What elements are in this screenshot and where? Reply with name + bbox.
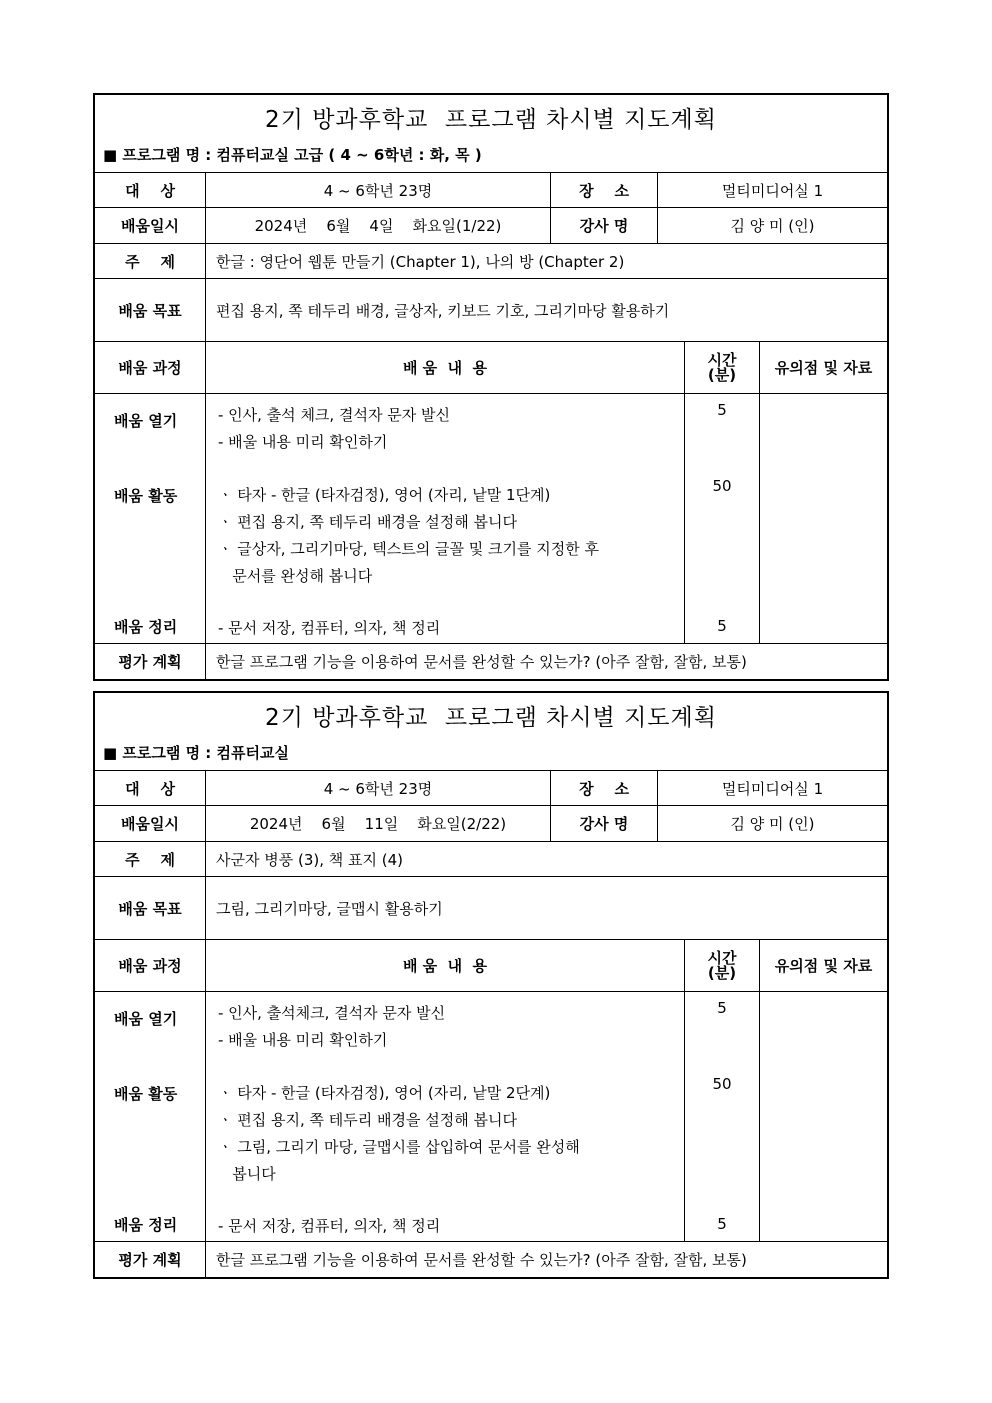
place-value: 멀티미디어실 1: [721, 181, 824, 200]
topic-row: [95, 842, 887, 877]
process-header: 배움 과정: [95, 940, 206, 991]
topic-value: 한글 : 영단어 웹툰 만들기 (Chapter 1), 나의 방 (Chapter 2): [216, 252, 625, 271]
open-line: - 배울 내용 미리 확인하기: [218, 433, 388, 451]
eval-row: [95, 644, 887, 679]
close-line: - 문서 저장, 컴퓨터, 의자, 책 정리: [218, 619, 441, 637]
plan-header: [95, 693, 887, 771]
date-value: 2024년 6월 4일 화요일(1/22): [206, 208, 551, 243]
plan-title: 2기 방과후학교 프로그램 차시별 지도계획: [265, 107, 717, 133]
target-value: 4 ~ 6학년 23명: [206, 173, 551, 207]
time-header-cell: [685, 342, 760, 393]
time-activity: 50: [712, 477, 732, 495]
topic-row: [95, 244, 887, 279]
target-value: 4 ~ 6학년 23명: [206, 771, 551, 805]
time-open: 5: [717, 999, 727, 1017]
stage-column: [95, 992, 206, 1241]
target-row: [95, 771, 887, 806]
activity-line: 문서를 완성해 봅니다: [218, 567, 373, 585]
activity-line: ㆍ 편집 용지, 쪽 테두리 배경을 설정해 봅니다: [218, 1111, 517, 1129]
eval-label: 평가 계획: [95, 644, 206, 679]
goal-label: 배움 목표: [95, 279, 206, 341]
notes-header: 유의점 및 자료: [774, 359, 873, 377]
content-header: 배 움 내 용: [206, 940, 685, 991]
goal-value: 그림, 그리기마당, 글맵시 활용하기: [216, 899, 443, 918]
time-header: 시간 (분): [707, 350, 737, 384]
open-line: - 인사, 출석체크, 결석자 문자 발신: [218, 1004, 446, 1022]
program-name: ■ 프로그램 명 : 컴퓨터교실 고급 ( 4 ~ 6학년 : 화, 목 ): [103, 146, 482, 164]
lesson-plan-2: [93, 691, 889, 1279]
teacher-value: 김 양 미 (인): [730, 815, 815, 833]
content-column: [206, 394, 685, 643]
goal-row: [95, 279, 887, 342]
plan-title: 2기 방과후학교 프로그램 차시별 지도계획: [265, 705, 717, 731]
eval-value: 한글 프로그램 기능을 이용하여 문서를 완성할 수 있는가? (아주 잘함, 잘함, 보통): [216, 1251, 747, 1269]
date-label: 배움일시: [95, 806, 206, 841]
stage-activity: 배움 활동: [114, 487, 178, 505]
goal-value: 편집 용지, 쪽 테두리 배경, 글상자, 키보드 기호, 그리기마당 활용하기: [216, 301, 670, 320]
process-body-row: [95, 992, 887, 1242]
process-header: 배움 과정: [95, 342, 206, 393]
content-column: [206, 992, 685, 1241]
activity-line: ㆍ 타자 - 한글 (타자검정), 영어 (자리, 낱말 2단계): [218, 1084, 551, 1102]
stage-close: 배움 정리: [114, 1216, 178, 1234]
time-header-cell: [685, 940, 760, 991]
teacher-value: 김 양 미 (인): [730, 217, 815, 235]
activity-line: ㆍ 그림, 그리기 마당, 글맵시를 삽입하여 문서를 완성해: [218, 1138, 580, 1156]
stage-open: 배움 열기: [114, 412, 178, 430]
eval-value: 한글 프로그램 기능을 이용하여 문서를 완성할 수 있는가? (아주 잘함, 잘함, 보통): [216, 653, 747, 671]
activity-line: 봅니다: [218, 1165, 276, 1183]
place-value: 멀티미디어실 1: [721, 779, 824, 798]
goal-row: [95, 877, 887, 940]
open-line: - 배울 내용 미리 확인하기: [218, 1031, 388, 1049]
topic-label: 주 제: [95, 244, 206, 278]
time-column: [685, 394, 760, 643]
topic-value: 사군자 병풍 (3), 책 표지 (4): [216, 850, 404, 869]
process-header-row: [95, 342, 887, 394]
topic-label: 주 제: [95, 842, 206, 876]
goal-label: 배움 목표: [95, 877, 206, 939]
activity-line: ㆍ 타자 - 한글 (타자검정), 영어 (자리, 낱말 1단계): [218, 486, 551, 504]
place-label: 장 소: [551, 173, 658, 207]
time-column: [685, 992, 760, 1241]
target-row: [95, 173, 887, 208]
notes-header: 유의점 및 자료: [774, 957, 873, 975]
process-body-row: [95, 394, 887, 644]
place-label: 장 소: [551, 771, 658, 805]
teacher-label: 강사 명: [551, 806, 658, 841]
stage-activity: 배움 활동: [114, 1085, 178, 1103]
date-row: [95, 208, 887, 244]
stage-close: 배움 정리: [114, 618, 178, 636]
stage-open: 배움 열기: [114, 1010, 178, 1028]
time-close: 5: [717, 1215, 727, 1233]
eval-label: 평가 계획: [95, 1242, 206, 1277]
time-open: 5: [717, 401, 727, 419]
lesson-plan-1: [93, 93, 889, 681]
date-row: [95, 806, 887, 842]
eval-row: [95, 1242, 887, 1277]
plan-header: [95, 95, 887, 173]
target-label: 대 상: [95, 173, 206, 207]
date-value: 2024년 6월 11일 화요일(2/22): [206, 806, 551, 841]
close-line: - 문서 저장, 컴퓨터, 의자, 책 정리: [218, 1217, 441, 1235]
notes-column: [760, 992, 887, 1241]
program-name: ■ 프로그램 명 : 컴퓨터교실: [103, 744, 289, 762]
content-header: 배 움 내 용: [206, 342, 685, 393]
target-label: 대 상: [95, 771, 206, 805]
time-activity: 50: [712, 1075, 732, 1093]
activity-line: ㆍ 글상자, 그리기마당, 텍스트의 글꼴 및 크기를 지정한 후: [218, 540, 599, 558]
time-close: 5: [717, 617, 727, 635]
stage-column: [95, 394, 206, 643]
open-line: - 인사, 출석 체크, 결석자 문자 발신: [218, 406, 450, 424]
process-header-row: [95, 940, 887, 992]
time-header: 시간 (분): [707, 948, 737, 982]
notes-column: [760, 394, 887, 643]
activity-line: ㆍ 편집 용지, 쪽 테두리 배경을 설정해 봅니다: [218, 513, 517, 531]
teacher-label: 강사 명: [551, 208, 658, 243]
date-label: 배움일시: [95, 208, 206, 243]
